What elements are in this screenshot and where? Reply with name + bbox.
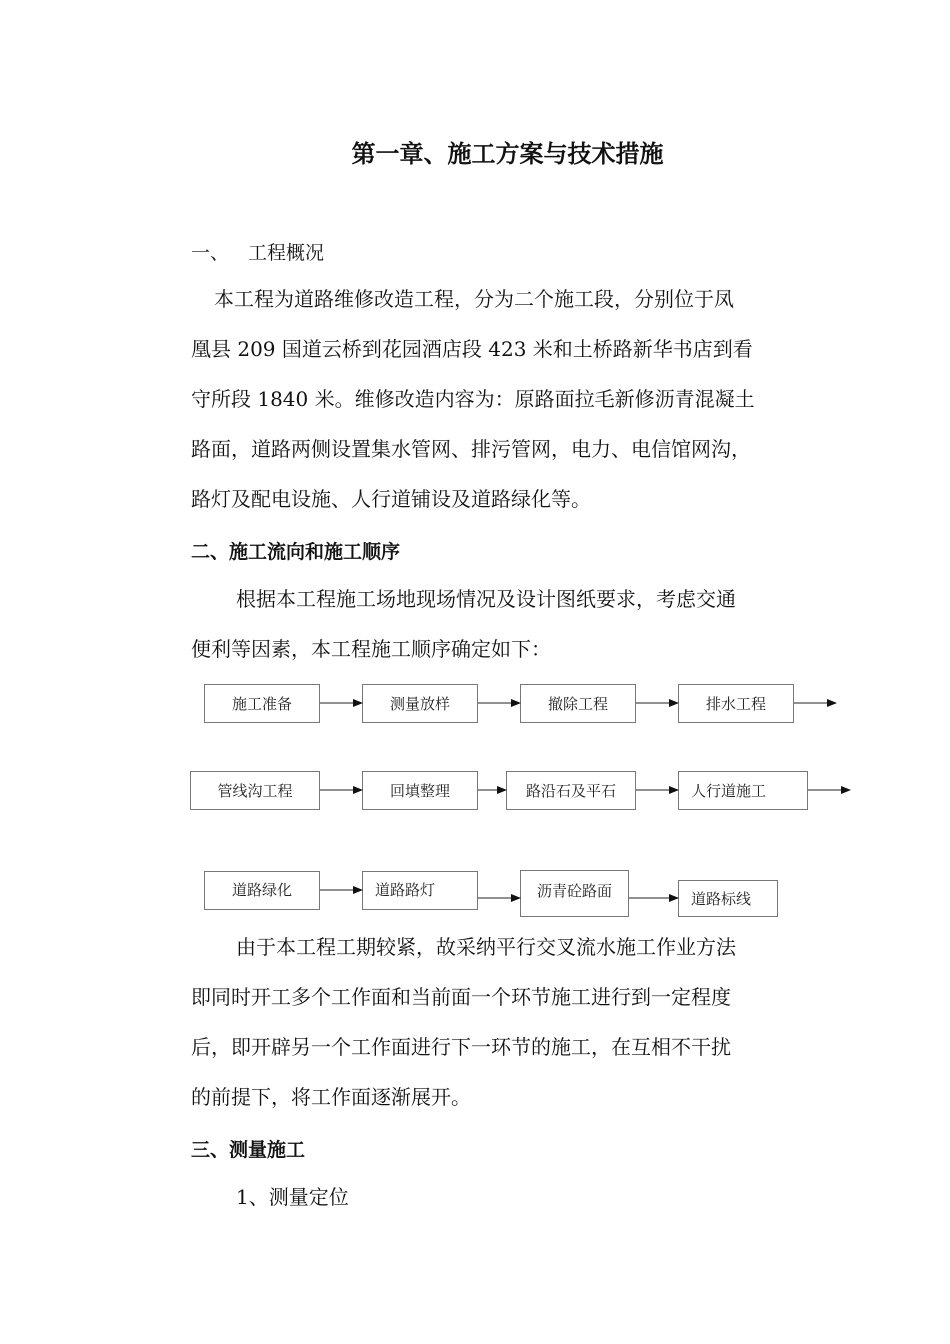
- flow-step-sidewalk: 人行道施工: [678, 771, 808, 810]
- flow-step-asphalt-paving: 沥青砼路面: [520, 870, 629, 917]
- flow-step-construction-prep: 施工准备: [204, 684, 320, 723]
- section1-line-3: 守所段 1840 米。维修改造内容为：原路面拉毛新修沥青混凝土: [191, 387, 755, 411]
- flow-step-greening: 道路绿化: [204, 871, 320, 910]
- flow-step-street-lights: 道路路灯: [362, 871, 478, 910]
- flow-step-survey-layout: 测量放样: [362, 684, 478, 723]
- paragraph3-line-3: 后，即开辟另一个工作面进行下一环节的施工，在互相不干扰: [191, 1035, 731, 1059]
- section1-line-4: 路面，道路两侧设置集水管网、排污管网，电力、电信馆网沟，: [191, 437, 751, 461]
- section1-line-2: 凰县 209 国道云桥到花园酒店段 423 米和土桥路新华书店到看: [191, 337, 753, 361]
- paragraph3-line-4: 的前提下，将工作面逐渐展开。: [191, 1085, 471, 1109]
- section3-subheading: 1、测量定位: [236, 1185, 349, 1209]
- flow-step-drainage-works: 排水工程: [678, 684, 794, 723]
- flow-step-backfill: 回填整理: [362, 771, 478, 810]
- flow-step-road-marking: 道路标线: [678, 880, 778, 917]
- section3-heading: 三、测量施工: [191, 1139, 306, 1161]
- section1-line-1: 本工程为道路维修改造工程，分为二个施工段，分别位于凤: [214, 287, 734, 311]
- section1-line-5: 路灯及配电设施、人行道铺设及道路绿化等。: [191, 487, 591, 511]
- flow-step-pipeline-trench: 管线沟工程: [190, 771, 320, 810]
- section1-number: 一、: [191, 242, 230, 264]
- paragraph3-line-2: 即同时开工多个工作面和当前面一个环节施工进行到一定程度: [191, 985, 731, 1009]
- section2-heading: 二、施工流向和施工顺序: [191, 541, 401, 563]
- flow-step-curb-stones: 路沿石及平石: [506, 771, 636, 810]
- page-title: 第一章、施工方案与技术措施: [351, 139, 664, 168]
- paragraph3-line-1: 由于本工程工期较紧，故采纳平行交叉流水施工作业方法: [236, 935, 736, 959]
- section2-line-1: 根据本工程施工场地现场情况及设计图纸要求，考虑交通: [236, 587, 736, 611]
- section1-heading: 工程概况: [248, 242, 325, 264]
- flow-step-removal-works: 撤除工程: [520, 684, 636, 723]
- section2-line-2: 便利等因素，本工程施工顺序确定如下：: [191, 637, 551, 661]
